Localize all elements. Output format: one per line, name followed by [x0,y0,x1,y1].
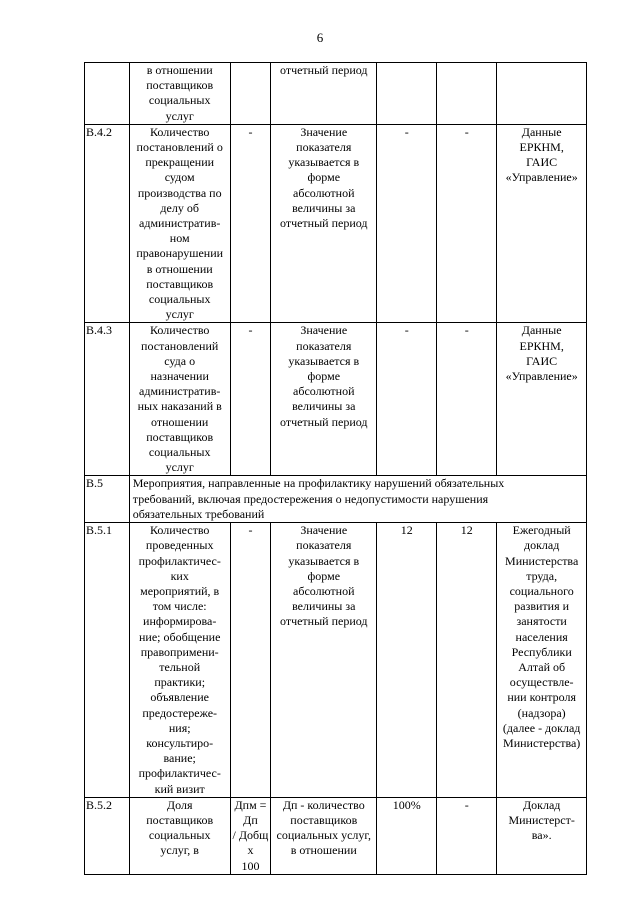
target-value-cell [437,63,497,125]
comment-cell: Дп - количество поставщиков социальных услуг, в отношении [271,797,377,874]
code-cell: В.4.2 [85,124,130,323]
target-value-cell: - [437,797,497,874]
target-value-cell: 12 [377,523,437,798]
code-cell: В.5.1 [85,523,130,798]
formula-cell: - [230,323,271,476]
comment-cell: отчетный период [271,63,377,125]
target-value-cell: - [437,124,497,323]
table-row [85,323,587,476]
formula-cell [230,63,271,125]
code-cell: В.5.2 [85,797,130,874]
comment-cell: Значение показателя указывается в форме абсолютной величины за отчетный период [271,124,377,323]
comment-cell: Значение показателя указывается в форме абсолютной величины за отчетный период [271,523,377,798]
comment-cell: Значение показателя указывается в форме абсолютной величины за отчетный период [271,323,377,476]
indicator-name-cell: Доля поставщиков социальных услуг, в [129,797,230,874]
source-cell: Данные ЕРКНМ, ГАИС «Управление» [497,323,587,476]
indicator-name-cell: Количество постановлений суда о назначении административ- ных наказаний в отношении поставщиков социальных услуг [129,323,230,476]
formula-cell: - [230,523,271,798]
source-cell: Ежегодный доклад Министерства труда, социального развития и занятости населения Республики Алтай об осуществле- нии контроля (надзора) (далее - доклад Министерства) [497,523,587,798]
table-row [85,523,587,798]
indicator-name-cell: Количество постановлений о прекращении судом производства по делу об административ- ном правонарушении в отношении поставщиков социальных услуг [129,124,230,323]
code-cell: В.4.3 [85,323,130,476]
source-cell: Доклад Министерст- ва». [497,797,587,874]
indicator-name-cell: в отношении поставщиков социальных услуг [129,63,230,125]
section-row [85,476,587,523]
source-cell: Данные ЕРКНМ, ГАИС «Управление» [497,124,587,323]
table-row [85,63,587,125]
page-number: 6 [316,30,324,45]
section-code-cell: В.5 [85,476,130,523]
section-title-cell: Мероприятия, направленные на профилактику нарушений обязательных требований, включая предостережения о недопустимости нарушения обязательных требований [129,476,586,523]
indicators-table [84,62,587,875]
table-row [85,124,587,323]
target-value-cell: - [377,323,437,476]
indicator-name-cell: Количество проведенных профилактичес- ких мероприятий, в том числе: информирова- ние; обобщение правопримени- тельной практики; объявление предостереже- ния; консультиро- вание; профилактичес- кий визит [129,523,230,798]
target-value-cell: - [377,124,437,323]
target-value-cell: 12 [437,523,497,798]
target-value-cell: 100% [377,797,437,874]
table-row [85,797,587,874]
formula-cell: Дпм = Дп / Добщ х 100 [230,797,271,874]
formula-cell: - [230,124,271,323]
source-cell [497,63,587,125]
target-value-cell [377,63,437,125]
code-cell [85,63,130,125]
target-value-cell: - [437,323,497,476]
